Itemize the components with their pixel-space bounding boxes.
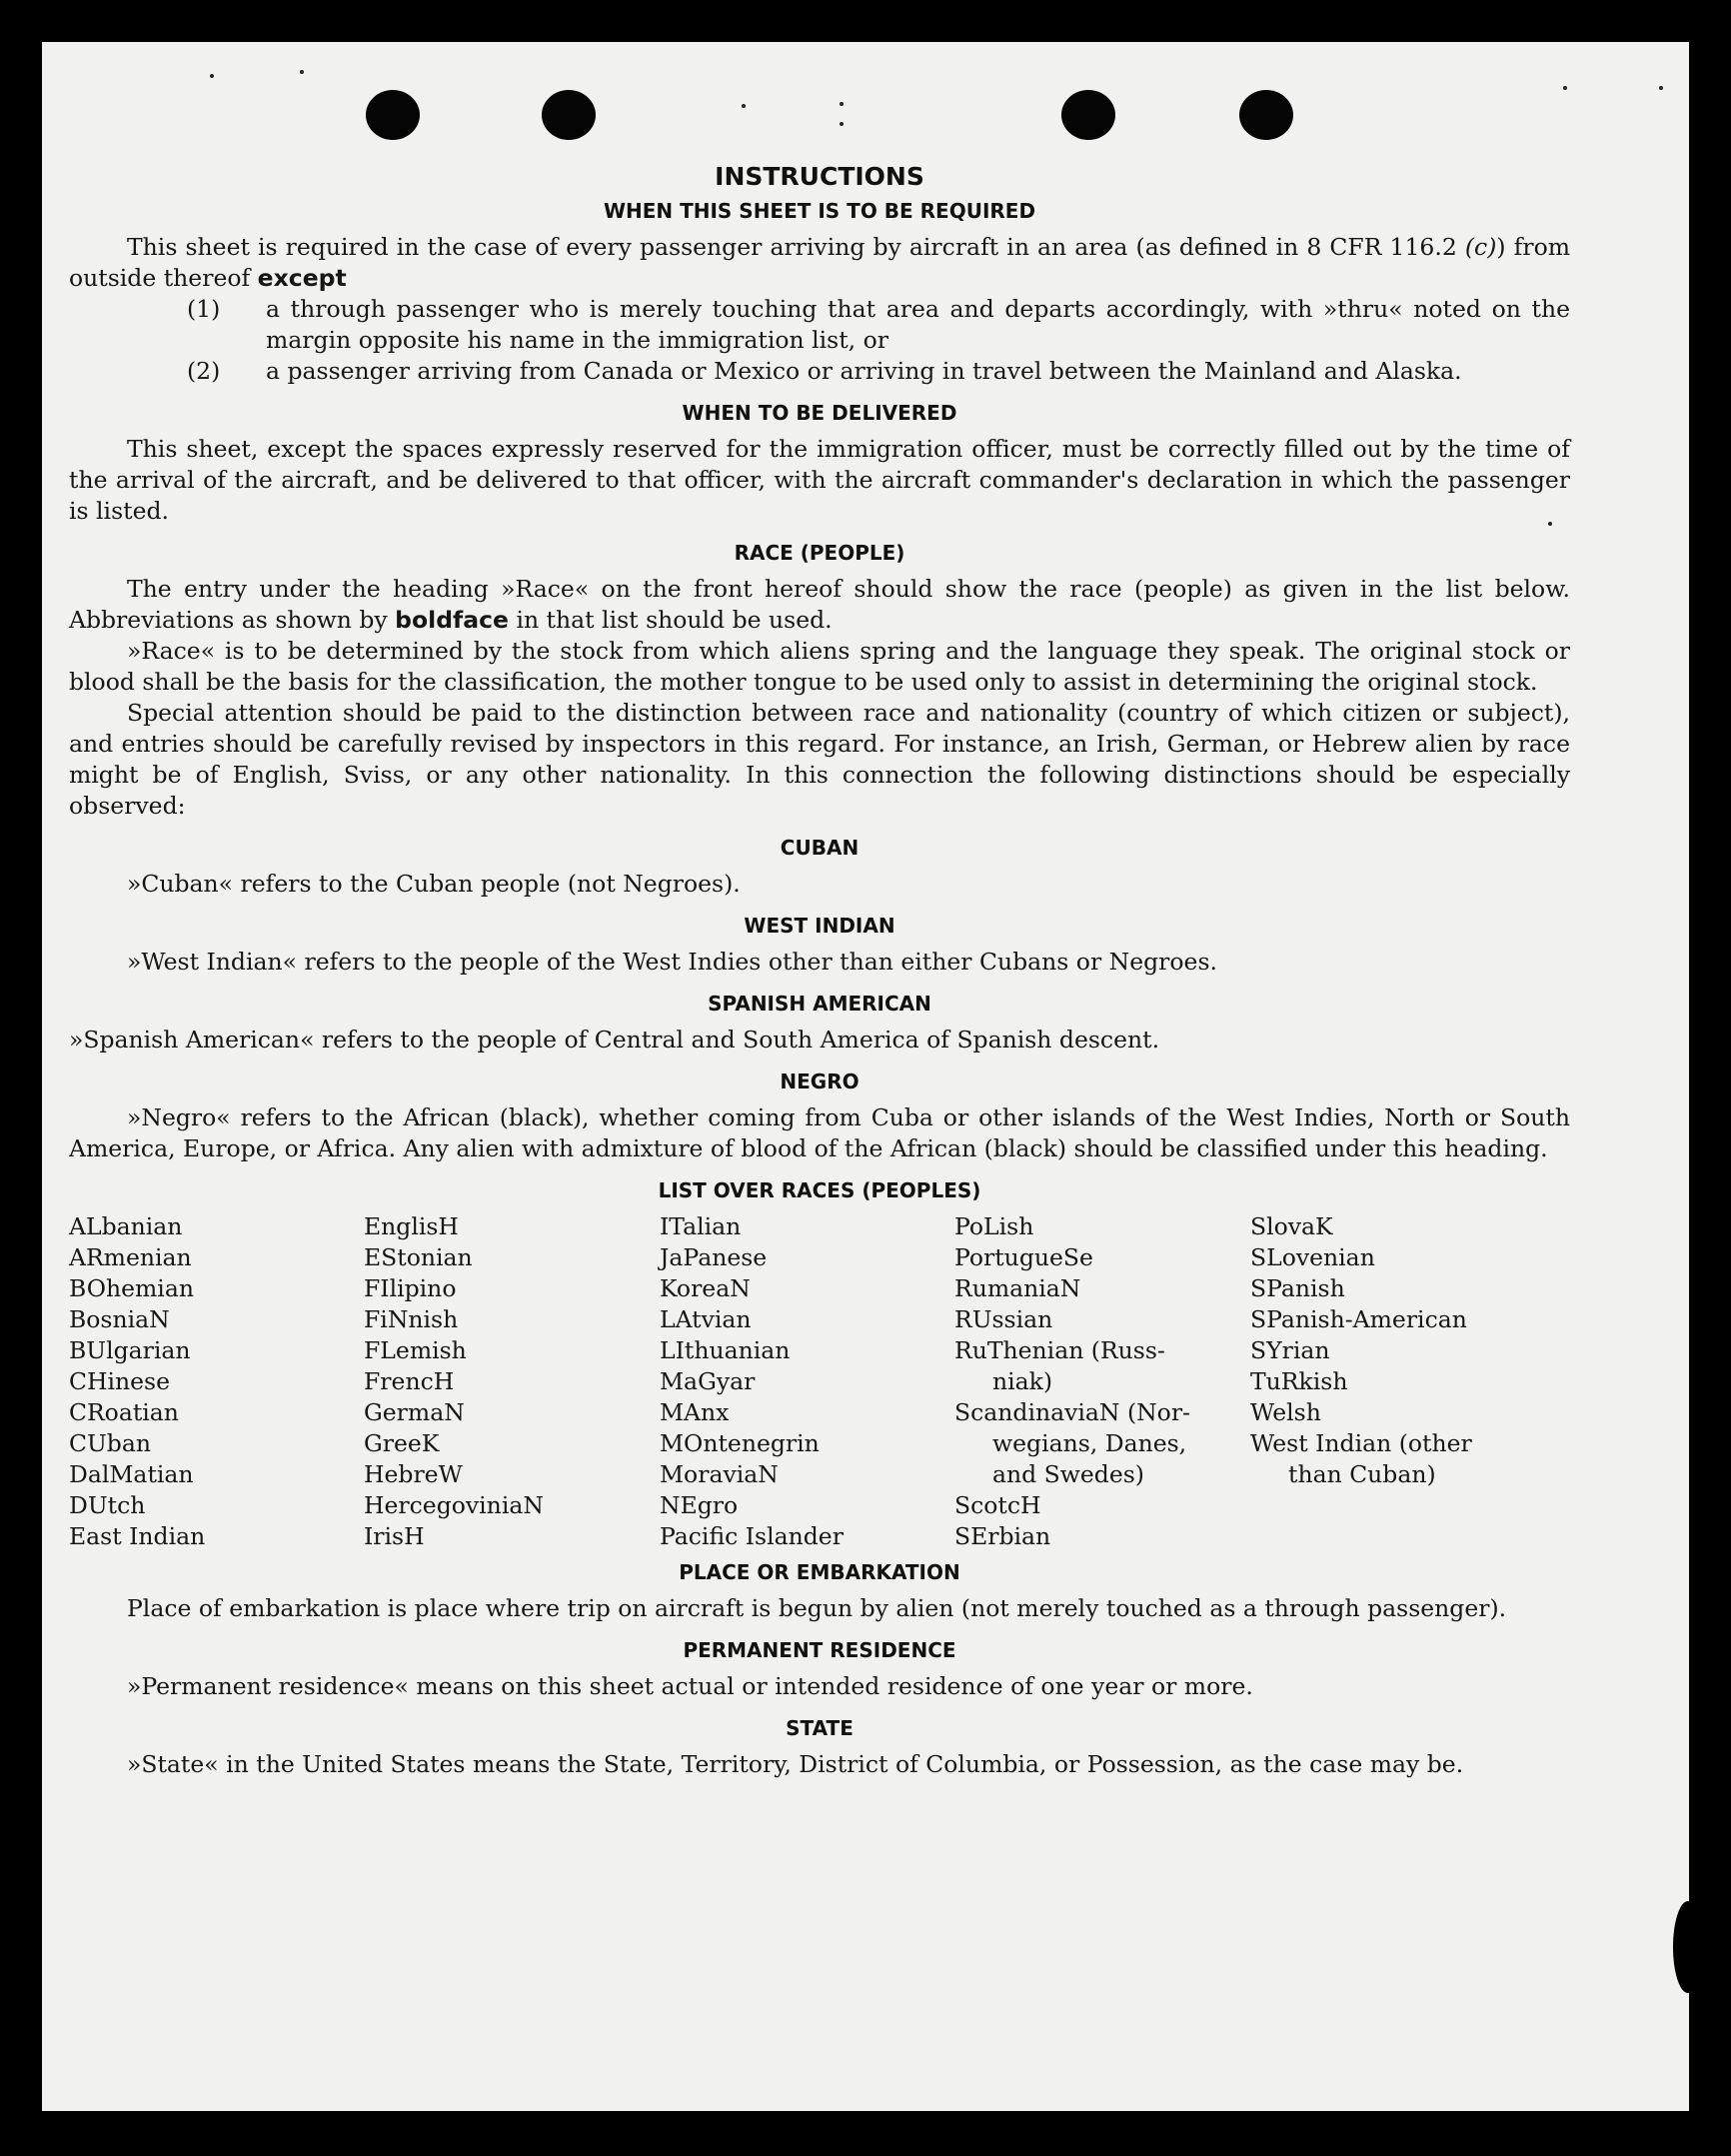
race-item: BUlgarian bbox=[69, 1336, 191, 1364]
speck bbox=[1563, 86, 1567, 90]
race-item: CHinese bbox=[69, 1367, 170, 1395]
race-paragraph-2: »Race« is to be determined by the stock from which aliens spring and the language they speak. The original stock or blood shall be the basis for the classification, the mother tongue to be used only to assist in determining the original stock. bbox=[69, 637, 1570, 696]
punch-hole bbox=[1061, 90, 1115, 140]
race-item: PortugueSe bbox=[954, 1243, 1093, 1271]
race-item: SErbian bbox=[954, 1522, 1051, 1550]
race-item: CUban bbox=[69, 1429, 151, 1457]
heading-residence: PERMANENT RESIDENCE bbox=[683, 1638, 956, 1662]
speck bbox=[840, 102, 844, 106]
page-title: INSTRUCTIONS bbox=[715, 162, 924, 191]
embarkation-text: Place of embarkation is place where trip on aircraft is begun by alien (not merely touched as a through passenger). bbox=[127, 1594, 1507, 1622]
punch-hole bbox=[542, 90, 596, 140]
exception-item-2: (2) a passenger arriving from Canada or Mexico or arriving in travel between the Mainland and Alaska. bbox=[187, 357, 1462, 385]
race-item: RumaniaN bbox=[954, 1274, 1081, 1302]
race-item: ScandinaviaN (Nor- bbox=[954, 1398, 1190, 1426]
heading-negro: NEGRO bbox=[780, 1070, 860, 1093]
race-paragraph-1: The entry under the heading »Race« on the front hereof should show the race (people) as given in the list below. Abbreviations as shown by boldface in that list should be used. bbox=[69, 575, 1570, 634]
race-item: DUtch bbox=[69, 1491, 146, 1519]
speck bbox=[300, 70, 304, 74]
race-item: HercegoviniaN bbox=[364, 1491, 544, 1519]
race-item: East Indian bbox=[69, 1522, 206, 1550]
race-item: BOhemian bbox=[69, 1274, 194, 1302]
race-column-5 bbox=[1250, 1211, 1570, 1552]
race-item: IrisH bbox=[364, 1522, 425, 1550]
spanish-american-text: »Spanish American« refers to the people of Central and South America of Spanish descent. bbox=[69, 1026, 1160, 1054]
race-item: ALbanian bbox=[69, 1212, 183, 1240]
residence-text: »Permanent residence« means on this sheet actual or intended residence of one year or more. bbox=[127, 1672, 1253, 1700]
race-item: SPanish bbox=[1250, 1274, 1345, 1302]
race-item: TuRkish bbox=[1250, 1367, 1348, 1395]
page-edge-tab bbox=[1673, 1901, 1689, 1993]
race-item: ARmenian bbox=[69, 1243, 192, 1271]
race-item: FrencH bbox=[364, 1367, 455, 1395]
heading-cuban: CUBAN bbox=[780, 836, 860, 860]
race-item: PoLish bbox=[954, 1212, 1034, 1240]
negro-text: »Negro« refers to the African (black), whether coming from Cuba or other islands of the West Indies, North or South America, Europe, or Africa. Any alien with admixture of blood of the African (black) should be classified under this heading. bbox=[69, 1103, 1570, 1162]
instructions-content bbox=[69, 162, 1570, 1780]
race-item: HebreW bbox=[364, 1460, 463, 1488]
race-item: FiNnish bbox=[364, 1305, 459, 1333]
race-item: BosniaN bbox=[69, 1305, 170, 1333]
punch-hole bbox=[1239, 90, 1293, 140]
heading-delivered: WHEN TO BE DELIVERED bbox=[682, 401, 957, 425]
punch-hole bbox=[366, 90, 420, 140]
race-column-3 bbox=[660, 1211, 954, 1552]
race-item: ITalian bbox=[660, 1212, 742, 1240]
race-item-continued: wegians, Danes, bbox=[992, 1429, 1187, 1457]
race-item: Welsh bbox=[1250, 1398, 1321, 1426]
race-item: GermaN bbox=[364, 1398, 465, 1426]
race-item-continued: and Swedes) bbox=[992, 1460, 1144, 1488]
race-item: EStonian bbox=[364, 1243, 473, 1271]
speck bbox=[210, 74, 214, 78]
race-item: Pacific Islander bbox=[660, 1522, 844, 1550]
race-paragraph-3: Special attention should be paid to the distinction between race and nationality (country of which citizen or subject), and entries should be carefully revised by inspectors in this regard. For instance, an Irish, German, or Hebrew alien by race might be of English, Sviss, or any other nationality. In this connection the following distinctions should be especially observed: bbox=[69, 699, 1570, 820]
race-item: LAtvian bbox=[660, 1305, 752, 1333]
race-item: SYrian bbox=[1250, 1336, 1330, 1364]
race-item: LIthuanian bbox=[660, 1336, 791, 1364]
race-item-continued: niak) bbox=[992, 1367, 1053, 1395]
required-intro: This sheet is required in the case of every passenger arriving by aircraft in an area (as defined in 8 CFR 116.2 (c)) from outside thereof except bbox=[69, 233, 1570, 292]
heading-race: RACE (PEOPLE) bbox=[734, 541, 905, 565]
race-item: SlovaK bbox=[1250, 1212, 1333, 1240]
heading-race-list: LIST OVER RACES (PEOPLES) bbox=[658, 1178, 981, 1202]
race-item: GreeK bbox=[364, 1429, 440, 1457]
race-item: SPanish-American bbox=[1250, 1305, 1467, 1333]
cuban-text: »Cuban« refers to the Cuban people (not Negroes). bbox=[127, 870, 741, 898]
race-item: CRoatian bbox=[69, 1398, 179, 1426]
speck bbox=[742, 104, 746, 108]
speck bbox=[840, 122, 844, 126]
race-item: MOntenegrin bbox=[660, 1429, 820, 1457]
race-item: FIlipino bbox=[364, 1274, 457, 1302]
heading-west-indian: WEST INDIAN bbox=[744, 914, 895, 938]
speck bbox=[1659, 86, 1663, 90]
race-item: RUssian bbox=[954, 1305, 1053, 1333]
delivered-text: This sheet, except the spaces expressly reserved for the immigration officer, must be correctly filled out by the time of the arrival of the aircraft, and be delivered to that officer, with the aircraft commander's declaration in which the passenger is listed. bbox=[69, 435, 1570, 525]
race-item: FLemish bbox=[364, 1336, 467, 1364]
west-indian-text: »West Indian« refers to the people of the West Indies other than either Cubans or Negroes. bbox=[127, 948, 1217, 976]
heading-required: WHEN THIS SHEET IS TO BE REQUIRED bbox=[603, 199, 1036, 223]
race-item: DalMatian bbox=[69, 1460, 194, 1488]
race-item-continued: than Cuban) bbox=[1288, 1460, 1436, 1488]
race-item: SLovenian bbox=[1250, 1243, 1375, 1271]
race-item: KoreaN bbox=[660, 1274, 751, 1302]
document-page bbox=[42, 42, 1689, 2111]
race-item: ScotcH bbox=[954, 1491, 1041, 1519]
race-column-2 bbox=[364, 1211, 660, 1552]
race-item: MaGyar bbox=[660, 1367, 756, 1395]
exception-item-1: (1) a through passenger who is merely touching that area and departs accordingly, with »thru« noted on the margin opposite his name in the immigration list, or bbox=[187, 295, 1570, 354]
heading-embarkation: PLACE OR EMBARKATION bbox=[679, 1560, 960, 1584]
race-item: NEgro bbox=[660, 1491, 739, 1519]
race-item: EnglisH bbox=[364, 1212, 459, 1240]
heading-state: STATE bbox=[786, 1716, 854, 1740]
state-text: »State« in the United States means the State, Territory, District of Columbia, or Possession, as the case may be. bbox=[127, 1750, 1464, 1778]
race-column-1 bbox=[69, 1211, 364, 1552]
race-list bbox=[69, 1211, 1570, 1552]
race-item: MAnx bbox=[660, 1398, 730, 1426]
race-item: RuThenian (Russ- bbox=[954, 1336, 1165, 1364]
race-item: West Indian (other bbox=[1250, 1429, 1472, 1457]
race-item: MoraviaN bbox=[660, 1460, 779, 1488]
heading-spanish-american: SPANISH AMERICAN bbox=[708, 992, 931, 1016]
race-item: JaPanese bbox=[660, 1243, 768, 1271]
race-column-4 bbox=[954, 1211, 1250, 1552]
